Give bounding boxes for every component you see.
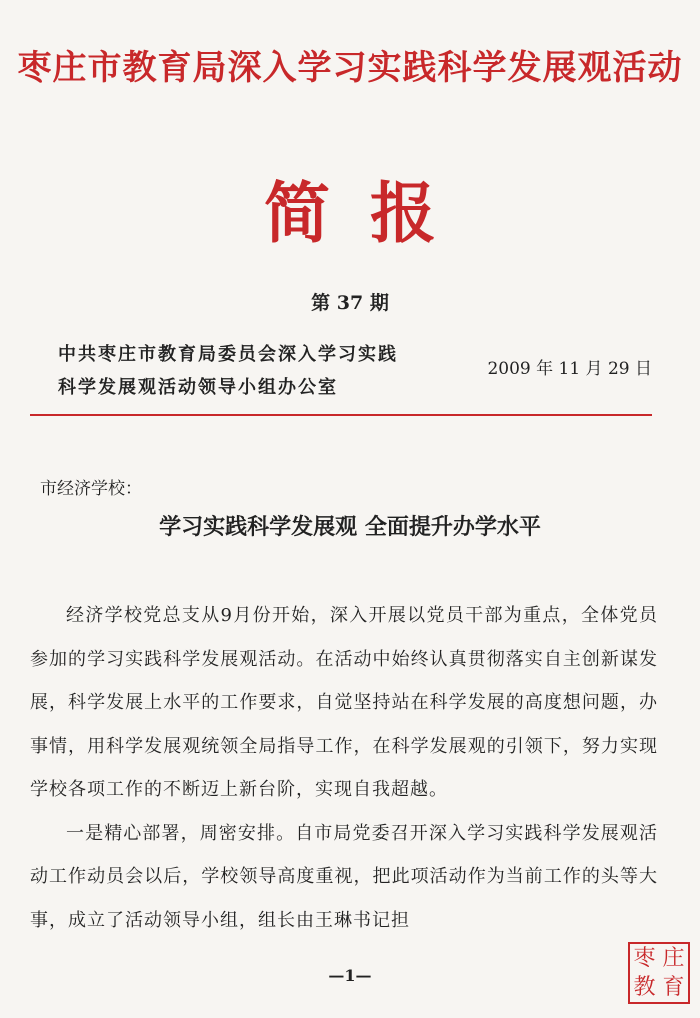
stamp-seal (628, 942, 690, 1004)
paragraph: 经济学校党总支从9月份开始，深入开展以党员干部为重点，全体党员参加的学习实践科学发展观活动。在活动中始终认真贯彻落实自主创新谋发展，科学发展上水平的工作要求，自觉坚持站在科学发展的高度想问题，办事情，用科学发展观统领全局指导工作，在科学发展观的引领下，努力实现学校各项工作的不断迈上新台阶，实现自我超越。 (30, 605, 658, 800)
paragraph: 一是精心部署，周密安排。自市局党委召开深入学习实践科学发展观活动工作动员会以后，学校领导高度重视，把此项活动作为当前工作的头等大事，成立了活动领导小组，组长由王琳书记担 (30, 822, 658, 931)
page-number: —1— (328, 966, 372, 985)
header-title: 枣庄市教育局深入学习实践科学发展观活动 (17, 48, 683, 88)
issue-number: 第 37 期 (311, 292, 389, 314)
seal-char: 育 (662, 974, 685, 1000)
seal-char: 枣 (633, 945, 656, 971)
article-body (30, 594, 658, 942)
issuer-line-1: 中共枣庄市教育局委员会深入学习实践 (58, 344, 398, 365)
issuer-block (58, 338, 438, 404)
issuer-line-2: 科学发展观活动领导小组办公室 (58, 377, 338, 398)
recipient: 市经济学校： (40, 479, 142, 499)
seal-char: 教 (633, 974, 656, 1000)
seal-char: 庄 (662, 945, 685, 971)
article-title: 学习实践科学发展观 全面提升办学水平 (159, 514, 541, 540)
issue-date: 2009 年 11 月 29 日 (487, 359, 652, 379)
bulletin-title: 简报 (264, 174, 476, 252)
red-divider (30, 414, 652, 416)
